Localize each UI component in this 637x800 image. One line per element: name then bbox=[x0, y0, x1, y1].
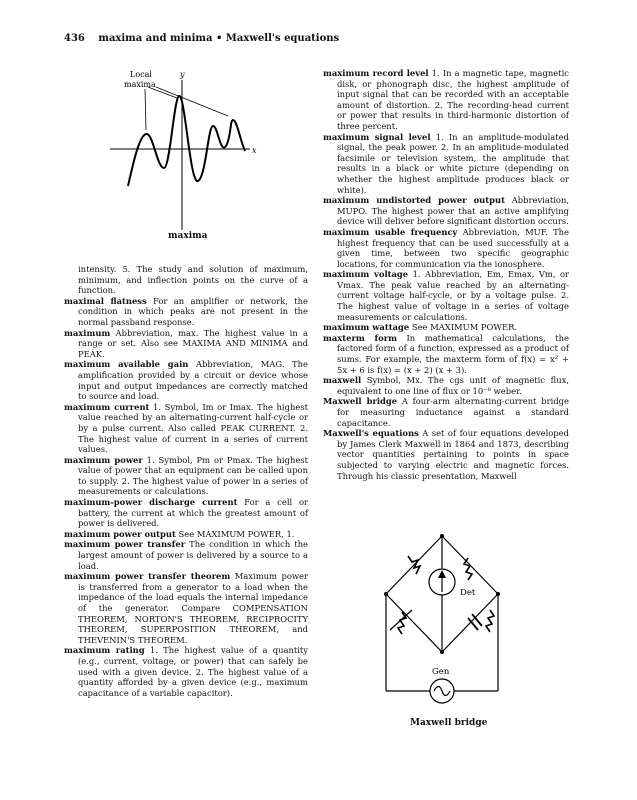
node-top bbox=[440, 534, 444, 538]
headword: maximum-power discharge current bbox=[64, 497, 238, 508]
definition: 1. Abbreviation, Em, Emax, Vm, or Vmax. The peak value reached by an alternating-current voltage half-cycle, or by a voltage pulse. 2. The highest value of voltage in a series of voltage measurements or calculations. bbox=[337, 269, 569, 322]
headword: maximum current bbox=[64, 401, 150, 412]
running-header bbox=[64, 33, 339, 44]
headword: maximum wattage bbox=[323, 322, 410, 333]
definition: See MAXIMUM POWER, 1. bbox=[175, 528, 295, 539]
headword: maximum record level bbox=[323, 68, 429, 78]
headword: maximum signal level bbox=[323, 131, 431, 142]
definition: Maximum power is transferred from a generator to a load when the impedance of the load equals the internal impedance of the generator. Compare COMPENSATION THEOREM, NORTON'S THEOREM, RECIPROCITY THEOREM, SUPERPOSITION THEOREM, and THEVENIN'S THEOREM. bbox=[78, 571, 308, 645]
label-gen: Gen bbox=[432, 667, 450, 677]
definition: See MAXIMUM POWER. bbox=[409, 322, 518, 333]
right-column bbox=[323, 68, 569, 481]
headword: maximum bbox=[64, 327, 111, 338]
maxwell-bridge-figure bbox=[372, 528, 538, 718]
headword: maximum power output bbox=[64, 528, 176, 539]
headword: maximum rating bbox=[64, 645, 145, 656]
headword: maximum power transfer bbox=[64, 539, 186, 550]
page-number: 436 bbox=[64, 33, 85, 44]
label-x-axis: x bbox=[252, 146, 257, 155]
arm-top-right bbox=[442, 536, 498, 594]
headword: maximal flatness bbox=[64, 295, 147, 306]
headword: Maxwell's equations bbox=[323, 428, 419, 439]
node-bottom bbox=[440, 650, 444, 654]
entry bbox=[64, 296, 308, 328]
node-left bbox=[384, 592, 388, 596]
entry bbox=[323, 333, 569, 375]
label-local: Local bbox=[130, 70, 152, 79]
arm-top-left bbox=[386, 536, 442, 594]
label-det: Det bbox=[460, 588, 476, 598]
headword: maximum power bbox=[64, 454, 143, 465]
sine-wave-icon bbox=[434, 687, 450, 696]
entry bbox=[323, 68, 569, 132]
pointer-line-2 bbox=[148, 87, 177, 98]
headword: maximum power transfer theorem bbox=[64, 571, 231, 582]
entry bbox=[64, 529, 308, 540]
entry bbox=[323, 396, 569, 428]
entry bbox=[64, 539, 308, 571]
pointer-line-1 bbox=[145, 89, 146, 130]
arm-bottom-right bbox=[442, 594, 498, 652]
entry bbox=[64, 571, 308, 645]
node-right bbox=[496, 592, 500, 596]
resistor-r2-icon bbox=[464, 558, 472, 580]
definition: In mathematical calculations, the factored form of a function, expressed as a product of sums. For example, the maxterm form of f(x) = x² + 5x + 6 is f(x) = (x + 2) (x + 3). bbox=[337, 332, 569, 375]
pointer-line-3 bbox=[156, 87, 228, 116]
definition: A set of four equations developed by James Clerk Maxwell in 1864 and 1873, describing vector quantities pertaining to points in space subjected to varying electric and magnetic forces. Through his classic presentation, Maxwell bbox=[337, 428, 569, 481]
entry bbox=[323, 227, 569, 269]
definition: 1. Symbol, Im or Imax. The highest value reached by an alternating-current half-cycle or by a pulse current. Also called PEAK CURRENT. 2. The highest value of current in a series of current values. bbox=[78, 401, 308, 455]
definition: For a cell or battery, the current at which the greatest amount of power is delivered. bbox=[78, 497, 308, 529]
maxwell-bridge-caption: Maxwell bridge bbox=[410, 718, 488, 728]
headword: maximum usable frequency bbox=[323, 226, 458, 237]
definition: Symbol, Mx. The cgs unit of magnetic flux, equivalent to one line of flux or 10⁻⁸ weber. bbox=[337, 375, 569, 396]
resistor-r3-icon bbox=[398, 612, 406, 634]
entry bbox=[64, 328, 308, 360]
definition: Abbreviation, MAG. The amplification provided by a circuit or device whose input and output impedances are correctly matched to source and load. bbox=[78, 359, 308, 402]
headword: maximum voltage bbox=[323, 269, 409, 280]
definition: 1. In a magnetic tape, magnetic disk, or phonograph disc, the highest amplitude of input signal that can be recorded with an acceptable amount of distortion. 2. The recording-head current or power that results in third-harmonic distortion of three percent. bbox=[337, 68, 569, 131]
entry bbox=[64, 645, 308, 698]
entry bbox=[64, 359, 308, 401]
definition: A four-arm alternating-current bridge for measuring inductance against a standard capacitance. bbox=[337, 396, 570, 428]
maxima-caption: maxima bbox=[168, 231, 208, 241]
resistor-r4-icon bbox=[486, 610, 494, 632]
entry bbox=[323, 269, 569, 322]
arm-bottom-left bbox=[386, 594, 442, 652]
running-title: maxima and minima • Maxwell's equations bbox=[98, 33, 340, 44]
entry bbox=[323, 322, 569, 333]
definition: The condition in which the largest amount of power is delivered by a source to a load. bbox=[78, 539, 308, 571]
entry bbox=[64, 455, 308, 497]
definition: Abbreviation, MUPO. The highest power that an active amplifying device will deliver before significant distortion occurs. bbox=[337, 195, 569, 227]
entry bbox=[323, 428, 569, 481]
definition: For an amplifier or network, the condition in which peaks are not present in the normal passband response. bbox=[78, 295, 308, 327]
definition: 1. The highest value of a quantity (e.g., current, voltage, or power) that can safely be used with a given device. 2. The highest value of a quantity afforded by a given device (e.g., maximum capacitance of a variable capacitor). bbox=[78, 645, 308, 698]
detector-arrowhead bbox=[438, 570, 446, 578]
headword: maxwell bbox=[323, 375, 362, 386]
definition: Abbreviation, max. The highest value in a range or set. Also see MAXIMA AND MINIMA and PEAK. bbox=[78, 327, 308, 359]
maxima-figure bbox=[100, 68, 290, 233]
entry bbox=[64, 497, 308, 529]
headword: maxterm form bbox=[323, 332, 397, 343]
headword: maximum undistorted power output bbox=[323, 195, 505, 206]
entry bbox=[323, 195, 569, 227]
entry bbox=[323, 132, 569, 196]
definition: intensity. 5. The study and solution of maximum, minimum, and inflection points on the curve of a function. bbox=[78, 264, 308, 296]
label-y-axis: y bbox=[180, 70, 185, 79]
entry bbox=[323, 375, 569, 396]
entry bbox=[64, 264, 308, 296]
definition: 1. In an amplitude-modulated signal, the peak power. 2. In an amplitude-modulated facsimile or television system, the amplitude that results in a black or white picture (depending on whether the highest amplitude produces black or white). bbox=[337, 131, 569, 195]
definition: Abbreviation, MUF. The highest frequency that can be used successfully at a given time, between two specific geographic locations, for communication via the ionosphere. bbox=[337, 226, 570, 269]
definition: 1. Symbol, Pm or Pmax. The highest value of power that an equipment can be called upon to supply. 2. The highest value of power in a series of measurements or calculations. bbox=[78, 454, 308, 497]
entry bbox=[64, 402, 308, 455]
headword: maximum available gain bbox=[64, 359, 189, 370]
headword: Maxwell bridge bbox=[323, 396, 398, 407]
left-column bbox=[64, 264, 308, 698]
label-maxima: maxima bbox=[124, 80, 156, 89]
